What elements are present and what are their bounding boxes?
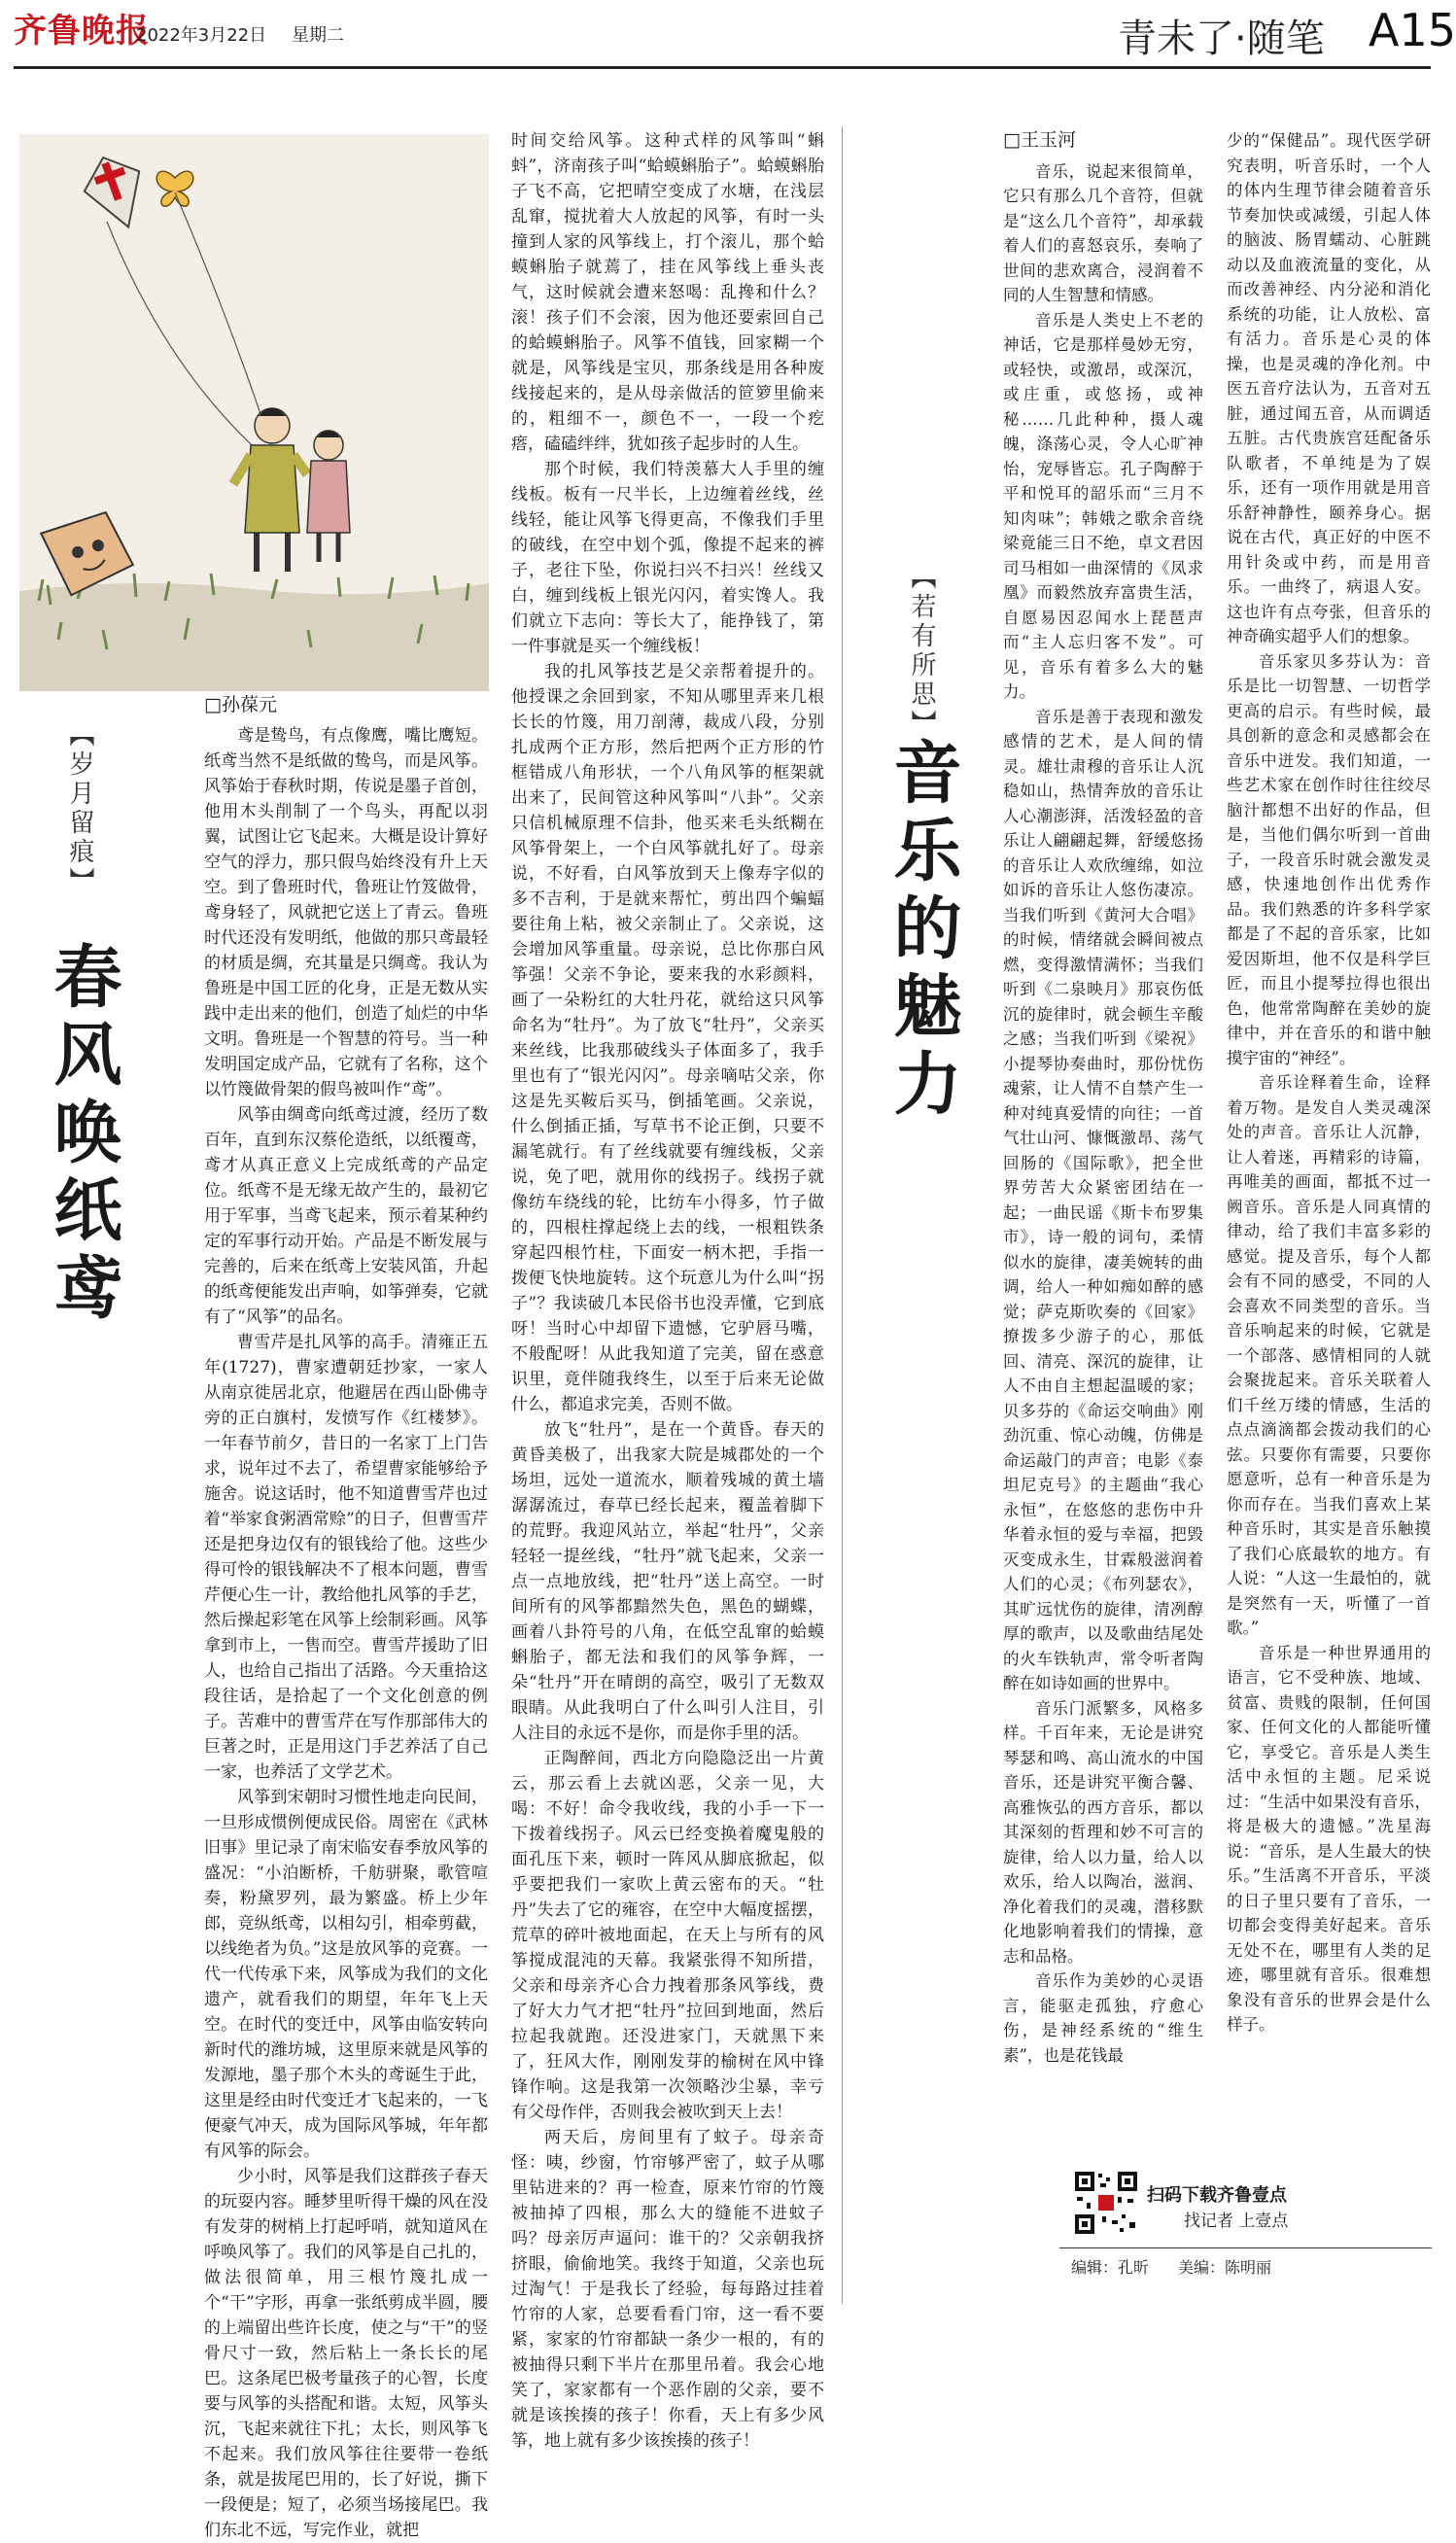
footer-rule: [1059, 2247, 1432, 2248]
article2-paragraph: 音乐诠释着生命，诠释着万物。是发自人类灵魂深处的声音。音乐让人沉静，让人着迷，再精彩的诗篇，再唯美的画面，都抵不过一阙音乐。音乐是人同真情的律动，给了我们丰富多彩的感觉。提及音乐，每个人都会有不同的感受，不同的人会喜欢不同类型的音乐。当音乐响起来的时候，它就是一个部落、感情相同的人就会聚拢起来。音乐关联着人们千丝万缕的情感，生活的点点滴滴都会拨动我们的心弦。只要你有需要，只要你愿意听，总有一种音乐是为你而存在。当我们喜欢上某种音乐时，其实是音乐触摸了我们心底最软的地方。有人说：“人这一生最怕的，就是突然有一天，听懂了一首歌。”: [1227, 1073, 1431, 1637]
qr-caption: 扫码下载齐鲁壹点: [1147, 2185, 1287, 2206]
editor-credit: 编辑：孔昕: [1071, 2258, 1150, 2277]
article1-paragraph: 我的扎风筝技艺是父亲帮着提升的。他授课之余回到家，不知从哪里弄来几根长长的竹篾，用刀剖薄，裁成八段，分别扎成两个正方形，然后把两个正方形的竹框错成八角形状，一个八角风筝的框架就出来了，民间管这种风筝叫“八卦”。父亲只信机械原理不信卦，他买来毛头纸糊在风筝骨架上，一个白风筝就扎好了。母亲说，不好看，白风筝放到天上像寿字似的多不吉利，于是就来帮忙，剪出四个蝙蝠要往角上粘，被父亲制止了。父亲说，这会增加风筝重量。母亲说，总比你那白风筝强！父亲不争论，要来我的水彩颜料，画了一朵粉红的大牡丹花，就给这只风筝命名为“牡丹”。为了放飞“牡丹”，父亲买来丝线，比我那破线头子体面多了，我手里也有了“银光闪闪”。母亲嘀咕父亲，你这是先买鞍后买马，倒插笔画。父亲说，什么倒插正插，写草书不论正倒，只要不漏笔就行。有了丝线就要有缠线板，父亲说，免了吧，就用你的线拐子。线拐子就像纺车绕线的轮，比纺车小得多，竹子做的，四根柱撑起绕上去的线，一根粗铁条穿起四根竹柱，下面安一柄木把，手指一拨便飞快地旋转。这个玩意儿为什么叫“拐子”？我读破几本民俗书也没弄懂，它到底呀！当时心中却留下遗憾，它驴唇马嘴，不般配呀！从此我知道了完美，留在惑意识里，竟伴随我终生，以至于后来无论做什么，都追求完美，否则不做。: [511, 662, 824, 1414]
article-divider: [842, 126, 843, 2304]
article1-paragraph: 时间交给风筝。这种式样的风筝叫“蝌蚪”，济南孩子叫“蛤蟆蝌胎子”。蛤蟆蝌胎子飞不高，它把晴空变成了水塘，在浅层乱窜，搅扰着大人放起的风筝，有时一头撞到人家的风筝线上，打个滚儿，那个蛤蟆蝌胎子就蔫了，挂在风筝线上垂头丧气，这时候就会遭来怒喝：乱搀和什么？滚！孩子们不会滚，因为他还要索回自己的蛤蟆蝌胎子。风筝不值钱，回家糊一个就是，风筝线是宝贝，那条线是用各种废线接起来的，是从母亲做活的笸箩里偷来的，粗细不一，颜色不一，一段一个疙瘩，磕磕绊绊，犹如孩子起步时的人生。: [511, 131, 824, 454]
article1-tag: 【岁月留痕】: [65, 721, 94, 896]
article1-byline: □孙葆元: [204, 694, 277, 715]
article1-column-1: [204, 692, 488, 2540]
issue-date: 2022年3月22日: [136, 25, 267, 46]
article1-title: 春风唤纸鸢: [43, 941, 123, 1330]
page-number: A15: [1369, 4, 1456, 56]
article2-byline: □王玉河: [1003, 129, 1076, 151]
article2-column-1: [1003, 128, 1203, 2150]
article1-paragraph: 风筝由绸鸢向纸鸢过渡，经历了数百年，直到东汉蔡伦造纸，以纸覆鸢，鸢才从真正意义上完成纸鸢的产品定位。纸鸢不是无缘无故产生的，最初它用于军事，当鸢飞起来，预示着某种约定的军事行动开始。产品是不断发展与完善的，后来在纸鸢上安装风笛，升起的纸鸢便能发出声响，如筝弹奏，它就有了“风筝”的品名。: [204, 1105, 488, 1327]
article2-paragraph: 音乐作为美妙的心灵语言，能驱走孤独，疗愈心伤，是神经系统的“维生素”，也是花钱最: [1003, 1971, 1203, 2065]
article2-paragraph: 少的“保健品”。现代医学研究表明，听音乐时，一个人的体内生理节律会随着音乐节奏加快或减缓，引起人体的脑波、肠胃蠕动、心脏跳动以及血液流量的变化，从而改善神经、内分泌和消化系统的功能，让人放松、富有活力。音乐是心灵的体操，也是灵魂的净化剂。中医五音疗法认为，五音对五脏，通过闻五音，从而调适五脏。古代贵族宫廷配备乐队歌者，不单纯是为了娱乐，还有一项作用就是用音乐舒神静性，颐养身心。据说在古代，真正好的中医不用针灸或中药，而是用音乐。一曲终了，病退人安。这也许有点夸张，但音乐的神奇确实超乎人们的想象。: [1227, 131, 1431, 645]
article1-paragraph: 曹雪芹是扎风筝的高手。清雍正五年(1727)，曹家遭朝廷抄家，一家人从南京徙居北京，他避居在西山卧佛寺旁的正白旗村，发愤写作《红楼梦》。一年春节前夕，昔日的一名家丁上门告求，说年过不去了，希望曹家能够给予施舍。说这话时，他不知道曹雪芹也过着“举家食粥酒常赊”的日子，但曹雪芹还是把身边仅有的银钱给了他。这些少得可怜的银钱解决不了根本问题，曹雪芹便心生一计，教给他扎风筝的手艺，然后操起彩笔在风筝上绘制彩画。风筝拿到市上，一售而空。曹雪芹援助了旧人，也给自己指出了活路。今天重拾这段往话，是拾起了一个文化创意的例子。苦难中的曹雪芹在写作那部伟大的巨著之时，正是用这门手艺养活了自己一家，也养活了文学艺术。: [204, 1333, 488, 1782]
article1-paragraph: 正陶醉间，西北方向隐隐泛出一片黄云，那云看上去就凶恶，父亲一见，大喝：不好！命令我收线，我的小手一下一下拨着线拐子。风云已经变换着魔鬼般的面孔压下来，顿时一阵风从脚底掀起，似乎要把我们一家吹上黄云密布的天。“牡丹”失去了它的雍容，在空中大幅度摇摆，荒草的碎叶被地面起，在天上与所有的风筝搅成混沌的天幕。我紧张得不知所措，父亲和母亲齐心合力拽着那条风筝线，费了好大力气才把“牡丹”拉回到地面，然后拉起我就跑。还没进家门，天就黑下来了，狂风大作，刚刚发芽的榆树在风中锋锋作响。这是我第一次领略沙尘暴，幸亏有父母作伴，否则我会被吹到天上去！: [511, 1749, 824, 2122]
article1-paragraph: 两天后，房间里有了蚊子。母亲奇怪：咦，纱窗，竹帘够严密了，蚊子从哪里钻进来的？再一检查，原来竹帘的竹篾被抽掉了四根，那么大的缝能不进蚊子吗？母亲厉声逼问：谁干的？父亲朝我挤挤眼，偷偷地笑。我终于知道，父亲也玩过淘气！于是我长了经验，每每路过挂着竹帘的人家，总要看看门帘，这一看不要紧，家家的竹帘都缺一条少一根的，有的被抽得只剩下半片在那里吊着。我会心地笑了，家家都有一个恶作剧的父亲，要不就是该挨揍的孩子！你看，天上有多少风筝，地上就有多少该挨揍的孩子！: [511, 2128, 824, 2451]
article1-paragraph: 风筝到宋朝时习惯性地走向民间，一旦形成惯例便成民俗。周密在《武林旧事》里记录了南宋临安春季放风筝的盛况：“小泊断桥，千舫骈聚，歌管喧奏，粉黛罗列，最为繁盛。桥上少年郎，竞纵纸鸢，以相勾引，相牵剪截，以线绝者为负。”这是放风筝的竞赛。一代一代传承下来，风筝成为我们的文化遗产，就看我们的期望，年年飞上天空。在时代的变迁中，风筝由临安转向新时代的潍坊城，这里原来就是风筝的发源地，墨子那个木头的鸢诞生于此，这里是经由时代变迁才飞起来的，一飞便豪气冲天，成为国际风筝城，年年都有风筝的际会。: [204, 1788, 488, 2161]
article2-tag: 【若有所思】: [907, 564, 936, 739]
issue-weekday: 星期二: [292, 25, 344, 46]
designer-credit: 美编：陈明丽: [1178, 2258, 1272, 2277]
article1-paragraph: 少小时，风筝是我们这群孩子春天的玩耍内容。睡梦里听得干燥的风在没有发芽的树梢上打起呼哨，就知道风在呼唤风筝了。我们的风筝是自己扎的，做法很简单，用三根竹篾扎成一个“干”字形，再拿一张纸剪成半圆，腰的上端留出些许长度，使之与“干”的竖骨尺寸一致，然后粘上一条长长的尾巴。这条尾巴极考量孩子的心智，长度要与风筝的头搭配和谐。太短，风筝头沉，飞起来就往下扎；太长，则风筝飞不起来。我们放风筝往往要带一卷纸条，就是拔尾巴用的，长了好说，撕下一段便是；短了，必须当场接尾巴。我们东北不远，写完作业，就把: [204, 2167, 488, 2540]
section-title: 青未了·随笔: [1118, 17, 1325, 61]
header-rule: [14, 66, 1431, 69]
article2-paragraph: 音乐家贝多芬认为：音乐是比一切智慧、一切哲学更高的启示。有些时候，最具创新的意念和灵感都会在音乐中迸发。我们知道，一些艺术家在创作时往往绞尽脑汁都想不出好的作品，但是，当他们偶尔听到一首曲子，一段音乐时就会激发灵感，快速地创作出优秀作品。我们熟悉的许多科学家都是了不起的音乐家，比如爱因斯坦，他不仅是科学巨匠，而且小提琴拉得也很出色，他常常陶醉在美妙的旋律中，并在音乐的和谐中触摸宇宙的“神经”。: [1227, 651, 1431, 1067]
article2-paragraph: 音乐是一种世界通用的语言，它不受种族、地域、贫富、贵贱的限制，任何国家、任何文化的人都能听懂它，享受它。音乐是人类生活中永恒的主题。尼采说过：“生活中如果没有音乐，将是极大的遗憾。”冼星海说：“音乐，是人生最大的快乐。”生活离不开音乐，平淡的日子里只要有了音乐，一切都会变得美好起来。音乐无处不在，哪里有人类的足迹，哪里就有音乐。很难想象没有音乐的世界会是什么样子。: [1227, 1643, 1431, 2034]
article2-paragraph: 音乐，说起来很简单，它只有那么几个音符，但就是“这么几个音符”，却承载着人们的喜怒哀乐，奏响了世间的悲欢离合，浸润着不同的人生智慧和情感。: [1003, 161, 1203, 304]
article1-paragraph: 放飞“牡丹”，是在一个黄昏。春天的黄昏美极了，出我家大院是城郡处的一个场坦，远处一道流水，顺着残城的黄土墙潺潺流过，春草已经长起来，覆盖着脚下的荒野。我迎风站立，举起“牡丹”，父亲轻轻一提丝线，“牡丹”就飞起来，父亲一点一点地放线，把“牡丹”送上高空。一时间所有的风筝都黯然失色，黑色的蝴蝶，画着八卦符号的八角，在低空乱窜的蛤蟆蝌胎子，都无法和我们的风筝争辉，一朵“牡丹”开在晴朗的高空，吸引了无数双眼睛。从此我明白了什么叫引人注目，引人注目的永远不是你，而是你手里的活。: [511, 1420, 824, 1743]
article1-paragraph: 那个时候，我们特羡慕大人手里的缠线板。板有一尺半长，上边缠着丝线，丝线轻，能让风筝飞得更高，不像我们手里的破线，在空中划个弧，像提不起来的裤子，老往下坠，你说扫兴不扫兴！丝线又白，缠到线板上银光闪闪，着实馋人。我们就立下志向：等长大了，能挣钱了，第一件事就是买一个缠线板！: [511, 460, 824, 656]
article2-paragraph: 音乐门派繁多，风格多样。千百年来，无论是讲究琴瑟和鸣、高山流水的中国音乐，还是讲究平衡合馨、高雅恢弘的西方音乐，都以其深刻的哲理和妙不可言的旋律，给人以力量，给人以欢乐，给人以陶冶，滋润、净化着我们的灵魂，潜移默化地影响着我们的情操，意志和品格。: [1003, 1698, 1203, 1966]
article1-paragraph: 鸢是鸷鸟，有点像鹰，嘴比鹰短。纸鸢当然不是纸做的鸷鸟，而是风筝。风筝始于春秋时期，传说是墨子首创，他用木头削制了一个鸟头，再配以羽翼，试图让它飞起来。大概是设计算好空气的浮力，那只假鸟始终没有升上天空。到了鲁班时代，鲁班让竹笈做骨，鸢身轻了，风就把它送上了青云。鲁班时代还没有发明纸，他做的那只鸢最轻的材质是绸，充其量是只绸鸢。我认为鲁班是中国工匠的化身，正是无数从实践中走出来的他们，创造了灿烂的中华文明。鲁班是一个智慧的符号。当一种发明国定成产品，它就有了名称，这个以竹篾做骨架的假鸟被叫作“鸢”。: [204, 726, 488, 1099]
kite-illustration: [19, 134, 489, 691]
kite-painting-icon: [19, 134, 489, 691]
article2-title: 音乐的魅力: [883, 737, 963, 1126]
qr-code-icon[interactable]: [1073, 2170, 1139, 2236]
article2-column-2: [1227, 128, 1431, 2150]
reporter-caption: 找记者 上壹点: [1184, 2212, 1289, 2231]
article2-paragraph: 音乐是人类史上不老的神话，它是那样曼妙无穷，或轻快，或激昂，或深沉，或庄重，或悠扬，或神秘……几此种种，摄人魂魄，涤荡心灵，令人心旷神怡，宠辱皆忘。孔子陶醉于平和悦耳的韶乐而“三月不知肉味”；韩娥之歌余音绕梁竟能三日不绝，卓文君因司马相如一曲深情的《凤求凰》而毅然放弃富贵生活，自愿易因忍闻水上琵琶声而“主人忘归客不发”。可见，音乐有着多么大的魅力。: [1003, 310, 1203, 701]
article2-paragraph: 音乐是善于表现和激发感情的艺术，是人间的情灵。雄壮肃穆的音乐让人沉稳如山，热情奔放的音乐让人心潮澎湃，活泼轻盈的音乐让人翩翩起舞，舒缓悠扬的音乐让人欢欣缠绵，如泣如诉的音乐让人悠伤凄凉。当我们听到《黄河大合唱》的时候，情绪就会瞬间被点燃，变得激情满怀；当我们听到《二泉映月》那哀伤低沉的旋律时，就会顿生辛酸之感；当我们听到《梁祝》小提琴协奏曲时，那份忧伤魂萦，让人情不自禁产生一种对纯真爱情的向往；一首气壮山河、慷慨激昂、荡气回肠的《国际歌》，把全世界劳苦大众紧密团结在一起；一曲民谣《斯卡布罗集市》，诗一般的词句，柔情似水的旋律，凄美婉转的曲调，给人一种如痴如醉的感觉；萨克斯吹奏的《回家》撩拨多少游子的心，那低回、清亮、深沉的旋律，让人不由自主想起温暖的家；贝多芬的《命运交响曲》刚劲沉重、惊心动魄，仿佛是命运敲门的声音；电影《泰坦尼克号》的主题曲“我心永恒”，在悠悠的悲伤中升华着永恒的爱与幸福，把毁灭变成永生，甘霖般滋润着人们的心灵；《布列瑟农》，其旷远忧伤的旋律，清冽醇厚的歌声，以及歌曲结尾处的火车铁轨声，常令听者陶醉在如诗如画的世界中。: [1003, 707, 1203, 1692]
article1-column-2: [511, 128, 824, 2451]
masthead-logo: 齐鲁晚报: [14, 12, 150, 51]
